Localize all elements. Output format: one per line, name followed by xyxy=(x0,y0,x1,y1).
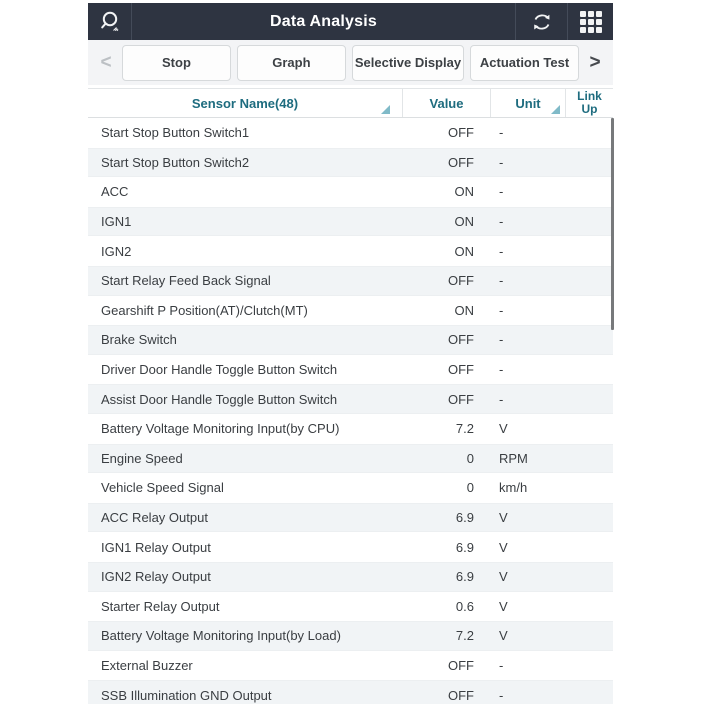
sensor-name-cell: Vehicle Speed Signal xyxy=(101,480,224,496)
sensor-unit-cell: - xyxy=(499,273,504,289)
sensor-name-cell: Driver Door Handle Toggle Button Switch xyxy=(101,362,338,378)
sensor-value-cell: OFF xyxy=(448,154,474,170)
sensor-unit-cell: V xyxy=(499,539,508,555)
table-row[interactable] xyxy=(88,384,613,414)
sort-indicator-icon xyxy=(381,105,390,114)
sensor-value-cell: 0.6 xyxy=(455,598,474,614)
sensor-value-cell: OFF xyxy=(448,391,474,407)
table-row[interactable] xyxy=(88,325,613,355)
sensor-table-body[interactable] xyxy=(88,118,613,704)
sensor-name-cell: Start Relay Feed Back Signal xyxy=(101,273,271,289)
column-header-link-up[interactable]: Link Up xyxy=(565,89,613,117)
table-row[interactable] xyxy=(88,562,613,592)
column-header-unit[interactable]: Unit xyxy=(490,89,565,117)
sensor-name-cell: IGN2 xyxy=(101,243,132,259)
sensor-value-cell: 7.2 xyxy=(455,421,474,437)
sensor-unit-cell: - xyxy=(499,687,504,703)
sensor-name-cell: Battery Voltage Monitoring Input(by CPU) xyxy=(101,421,340,437)
table-row[interactable] xyxy=(88,148,613,178)
sensor-unit-cell: - xyxy=(499,243,504,259)
sensor-unit-cell: V xyxy=(499,510,508,526)
table-header xyxy=(88,88,613,118)
sensor-value-cell: 7.2 xyxy=(455,628,474,644)
sensor-value-cell: ON xyxy=(454,184,474,200)
selective-display-button[interactable]: Selective Display xyxy=(352,45,464,81)
scroll-buttons-left-icon[interactable]: < xyxy=(96,53,116,72)
table-row[interactable] xyxy=(88,680,613,704)
sensor-value-cell: 0 xyxy=(466,480,474,496)
table-row[interactable] xyxy=(88,444,613,474)
sensor-name-cell: Assist Door Handle Toggle Button Switch xyxy=(101,391,338,407)
sensor-value-cell: OFF xyxy=(448,332,474,348)
actuation-test-button[interactable]: Actuation Test xyxy=(470,45,579,81)
sensor-unit-cell: - xyxy=(499,391,504,407)
sensor-name-cell: Start Stop Button Switch1 xyxy=(101,125,250,141)
sensor-value-cell: OFF xyxy=(448,362,474,378)
table-row[interactable] xyxy=(88,651,613,681)
column-header-value[interactable]: Value xyxy=(402,89,490,117)
sensor-name-cell: Engine Speed xyxy=(101,450,183,466)
sensor-value-cell: OFF xyxy=(448,273,474,289)
table-row[interactable] xyxy=(88,266,613,296)
sensor-unit-cell: V xyxy=(499,628,508,644)
sensor-value-cell: 0 xyxy=(466,450,474,466)
graph-button[interactable]: Graph xyxy=(237,45,346,81)
sensor-unit-cell: km/h xyxy=(499,480,528,496)
sensor-unit-cell: - xyxy=(499,362,504,378)
sensor-unit-cell: - xyxy=(499,214,504,230)
sensor-name-cell: ACC xyxy=(101,184,129,200)
sensor-name-cell: ACC Relay Output xyxy=(101,510,208,526)
table-row[interactable] xyxy=(88,236,613,266)
table-row[interactable] xyxy=(88,621,613,651)
stop-button[interactable]: Stop xyxy=(122,45,231,81)
table-row[interactable] xyxy=(88,355,613,385)
function-toolbar xyxy=(88,40,613,85)
sensor-unit-cell: - xyxy=(499,184,504,200)
sensor-name-cell: IGN2 Relay Output xyxy=(101,569,211,585)
sensor-value-cell: OFF xyxy=(448,657,474,673)
sensor-unit-cell: - xyxy=(499,125,504,141)
sensor-name-cell: Gearshift P Position(AT)/Clutch(MT) xyxy=(101,302,308,318)
sensor-unit-cell: V xyxy=(499,598,508,614)
search-button[interactable] xyxy=(88,3,132,40)
sensor-value-cell: 6.9 xyxy=(455,539,474,555)
sensor-unit-cell: - xyxy=(499,332,504,348)
sensor-value-cell: ON xyxy=(454,214,474,230)
sensor-name-cell: Brake Switch xyxy=(101,332,177,348)
sensor-unit-cell: - xyxy=(499,154,504,170)
table-row[interactable] xyxy=(88,503,613,533)
sensor-value-cell: 6.9 xyxy=(455,510,474,526)
table-row[interactable] xyxy=(88,473,613,503)
sensor-name-cell: Battery Voltage Monitoring Input(by Load) xyxy=(101,628,341,644)
sensor-unit-cell: - xyxy=(499,302,504,318)
column-header-sensor-name[interactable]: Sensor Name(48) xyxy=(88,89,402,117)
sensor-name-cell: External Buzzer xyxy=(101,657,193,673)
app-grid-icon xyxy=(580,11,602,33)
sensor-name-cell: IGN1 Relay Output xyxy=(101,539,211,555)
sensor-value-cell: OFF xyxy=(448,687,474,703)
sensor-value-cell: ON xyxy=(454,302,474,318)
table-row[interactable] xyxy=(88,207,613,237)
sensor-name-cell: Starter Relay Output xyxy=(101,598,220,614)
sensor-unit-cell: V xyxy=(499,569,508,585)
sensor-name-cell: SSB Illumination GND Output xyxy=(101,687,272,703)
page-title: Data Analysis xyxy=(270,12,377,30)
sensor-name-cell: Start Stop Button Switch2 xyxy=(101,154,250,170)
scrollbar-thumb[interactable] xyxy=(611,118,614,330)
sensor-name-cell: IGN1 xyxy=(101,214,132,230)
table-row[interactable] xyxy=(88,177,613,207)
sort-indicator-icon xyxy=(551,105,560,114)
table-row[interactable] xyxy=(88,592,613,622)
table-row[interactable] xyxy=(88,414,613,444)
apps-menu-button[interactable] xyxy=(567,3,613,40)
table-row[interactable] xyxy=(88,118,613,148)
sensor-unit-cell: V xyxy=(499,421,508,437)
sensor-unit-cell: RPM xyxy=(499,450,528,466)
sensor-unit-cell: - xyxy=(499,657,504,673)
sensor-value-cell: OFF xyxy=(448,125,474,141)
search-icon xyxy=(97,9,123,35)
data-analysis-app xyxy=(88,3,613,704)
title-bar xyxy=(88,3,613,40)
sensor-value-cell: 6.9 xyxy=(455,569,474,585)
refresh-icon xyxy=(530,10,554,34)
scroll-buttons-right-icon[interactable]: > xyxy=(585,53,605,72)
table-row[interactable] xyxy=(88,296,613,326)
table-row[interactable] xyxy=(88,532,613,562)
refresh-button[interactable] xyxy=(515,3,567,40)
sensor-value-cell: ON xyxy=(454,243,474,259)
